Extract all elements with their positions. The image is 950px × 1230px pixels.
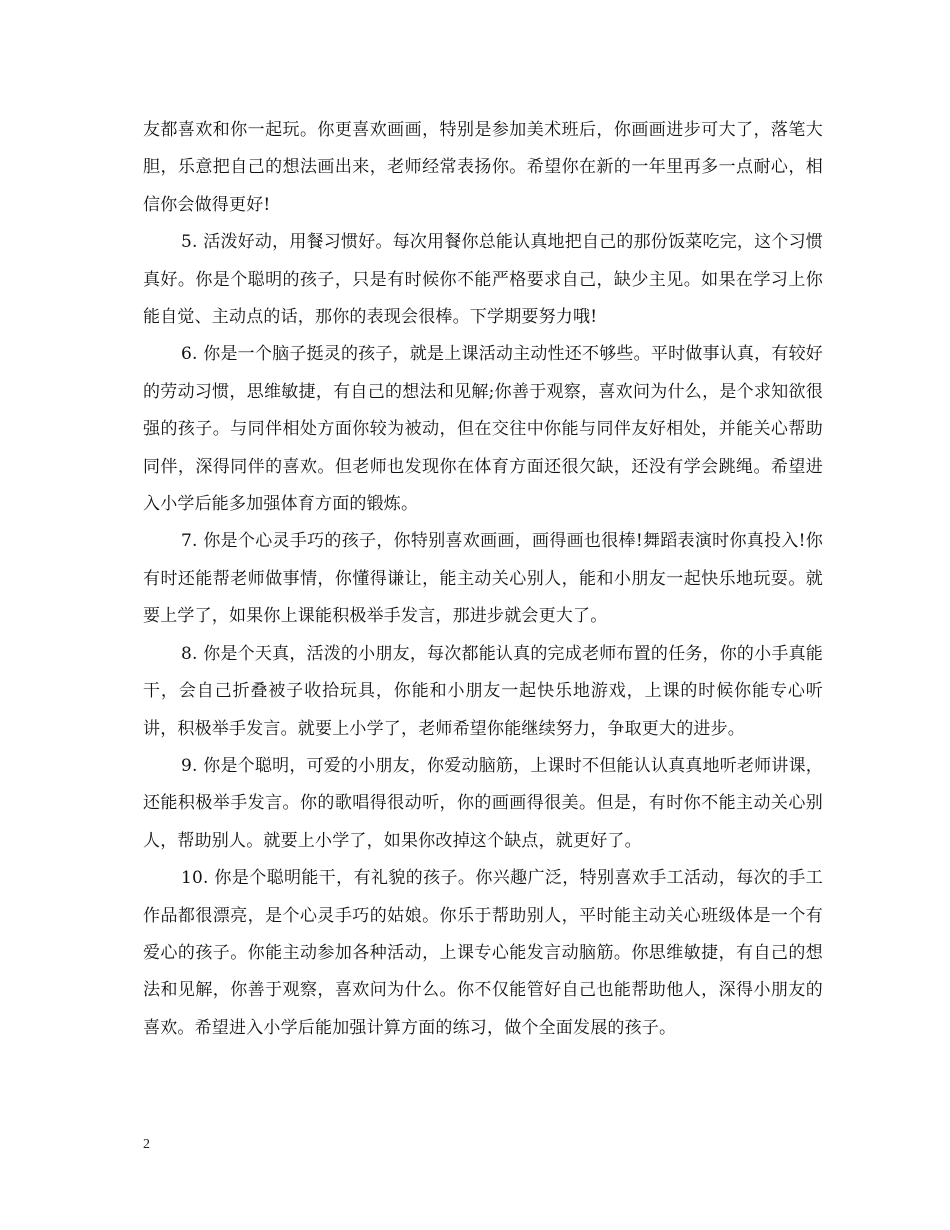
paragraph-item-10: 10. 你是个聪明能干，有礼貌的孩子。你兴趣广泛，特别喜欢手工活动，每次的手工作品都很漂亮，是个心灵手巧的姑娘。你乐于帮助别人，平时能主动关心班级体是一个有爱心的孩子。你能主动参加各种活动，上课专心能发言动脑筋。你思维敏捷，有自己的想法和见解，你善于观察，喜欢问为什么。你不仅能管好自己也能帮助他人，深得小朋友的喜欢。希望进入小学后能加强计算方面的练习，做个全面发展的孩子。 bbox=[143, 868, 823, 1038]
paragraph-item-8: 8. 你是个天真，活泼的小朋友，每次都能认真的完成老师布置的任务，你的小手真能干，会自己折叠被子收拾玩具，你能和小朋友一起快乐地游戏，上课的时候你能专心听讲，积极举手发言。就要上小学了，老师希望你能继续努力，争取更大的进步。 bbox=[143, 643, 823, 739]
paragraph-item-5: 5. 活泼好动，用餐习惯好。每次用餐你总能认真地把自己的那份饭菜吃完，这个习惯真好。你是个聪明的孩子，只是有时候你不能严格要求自己，缺少主见。如果在学习上你能自觉、主动点的话，那你的表现会很棒。下学期要努力哦! bbox=[143, 232, 823, 328]
paragraph-item-6: 6. 你是一个脑子挺灵的孩子，就是上课活动主动性还不够些。平时做事认真，有较好的劳动习惯，思维敏捷，有自己的想法和见解;你善于观察，喜欢问为什么，是个求知欲很强的孩子。与同伴相处方面你较为被动，但在交往中你能与同伴友好相处，并能关心帮助同伴，深得同伴的喜欢。但老师也发现你在体育方面还很欠缺，还没有学会跳绳。希望进入小学后能多加强体育方面的锻炼。 bbox=[143, 344, 823, 515]
page-number: 2 bbox=[143, 1137, 150, 1152]
paragraph-item-9: 9. 你是个聪明，可爱的小朋友，你爱动脑筋，上课时不但能认认真真地听老师讲课，还能积极举手发言。你的歌唱得很动听，你的画画得很美。但是，有时你不能主动关心别人，帮助别人。就要上小学了，如果你改掉这个缺点，就更好了。 bbox=[143, 755, 823, 851]
document-body bbox=[143, 112, 823, 1047]
paragraph-item-7: 7. 你是个心灵手巧的孩子，你特别喜欢画画，画得画也很棒!舞蹈表演时你真投入!你有时还能帮老师做事情，你懂得谦让，能主动关心别人，能和小朋友一起快乐地玩耍。就要上学了，如果你上课能积极举手发言，那进步就会更大了。 bbox=[143, 531, 823, 627]
paragraph-continued: 友都喜欢和你一起玩。你更喜欢画画，特别是参加美术班后，你画画进步可大了，落笔大胆，乐意把自己的想法画出来，老师经常表扬你。希望你在新的一年里再多一点耐心，相信你会做得更好! bbox=[143, 120, 823, 215]
